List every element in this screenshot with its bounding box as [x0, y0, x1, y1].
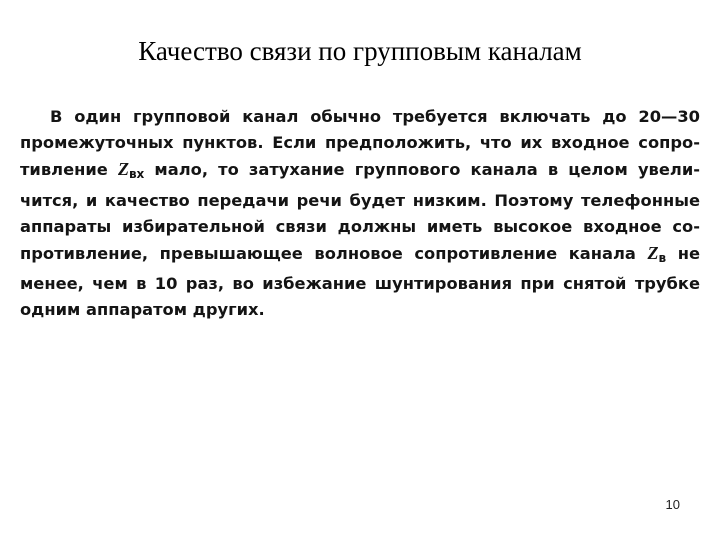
z-symbol: Z — [647, 243, 659, 264]
paragraph-line-text: тивление — [20, 160, 118, 180]
z-symbol: Z — [117, 159, 129, 180]
paragraph-line-text: противление, превышающее волновое сопротивление канала — [20, 244, 648, 264]
paragraph-line-text: не — [666, 244, 700, 264]
paragraph-line: аппараты избирательной связи должны иметь высокое входное со- — [20, 216, 700, 236]
paragraph-line: В один групповой канал обычно требуется включать до 20—30 — [50, 107, 700, 126]
paragraph-line: промежуточных пунктов. Если предположить, что их входное сопро- — [20, 133, 700, 153]
z-subscript: в — [658, 251, 667, 266]
paragraph-line — [20, 240, 700, 271]
paragraph-line: менее, чем в 10 раз, во избежание шунтирования при снятой трубке — [20, 274, 700, 294]
z-subscript: вх — [128, 167, 145, 182]
paragraph-line-text: мало, то затухание группового канала в целом увели- — [144, 160, 700, 180]
paragraph-line: одним аппаратом других. — [20, 300, 265, 320]
paragraph-line — [20, 156, 700, 187]
slide-title: Качество связи по групповым каналам — [138, 36, 582, 66]
z-input-symbol — [117, 159, 145, 182]
paragraph-line: чится, и качество передачи речи будет низким. Поэтому телефонные — [20, 190, 700, 210]
scanned-text-block — [20, 104, 700, 324]
z-wave-symbol — [647, 243, 667, 266]
page-number: 10 — [665, 497, 680, 512]
